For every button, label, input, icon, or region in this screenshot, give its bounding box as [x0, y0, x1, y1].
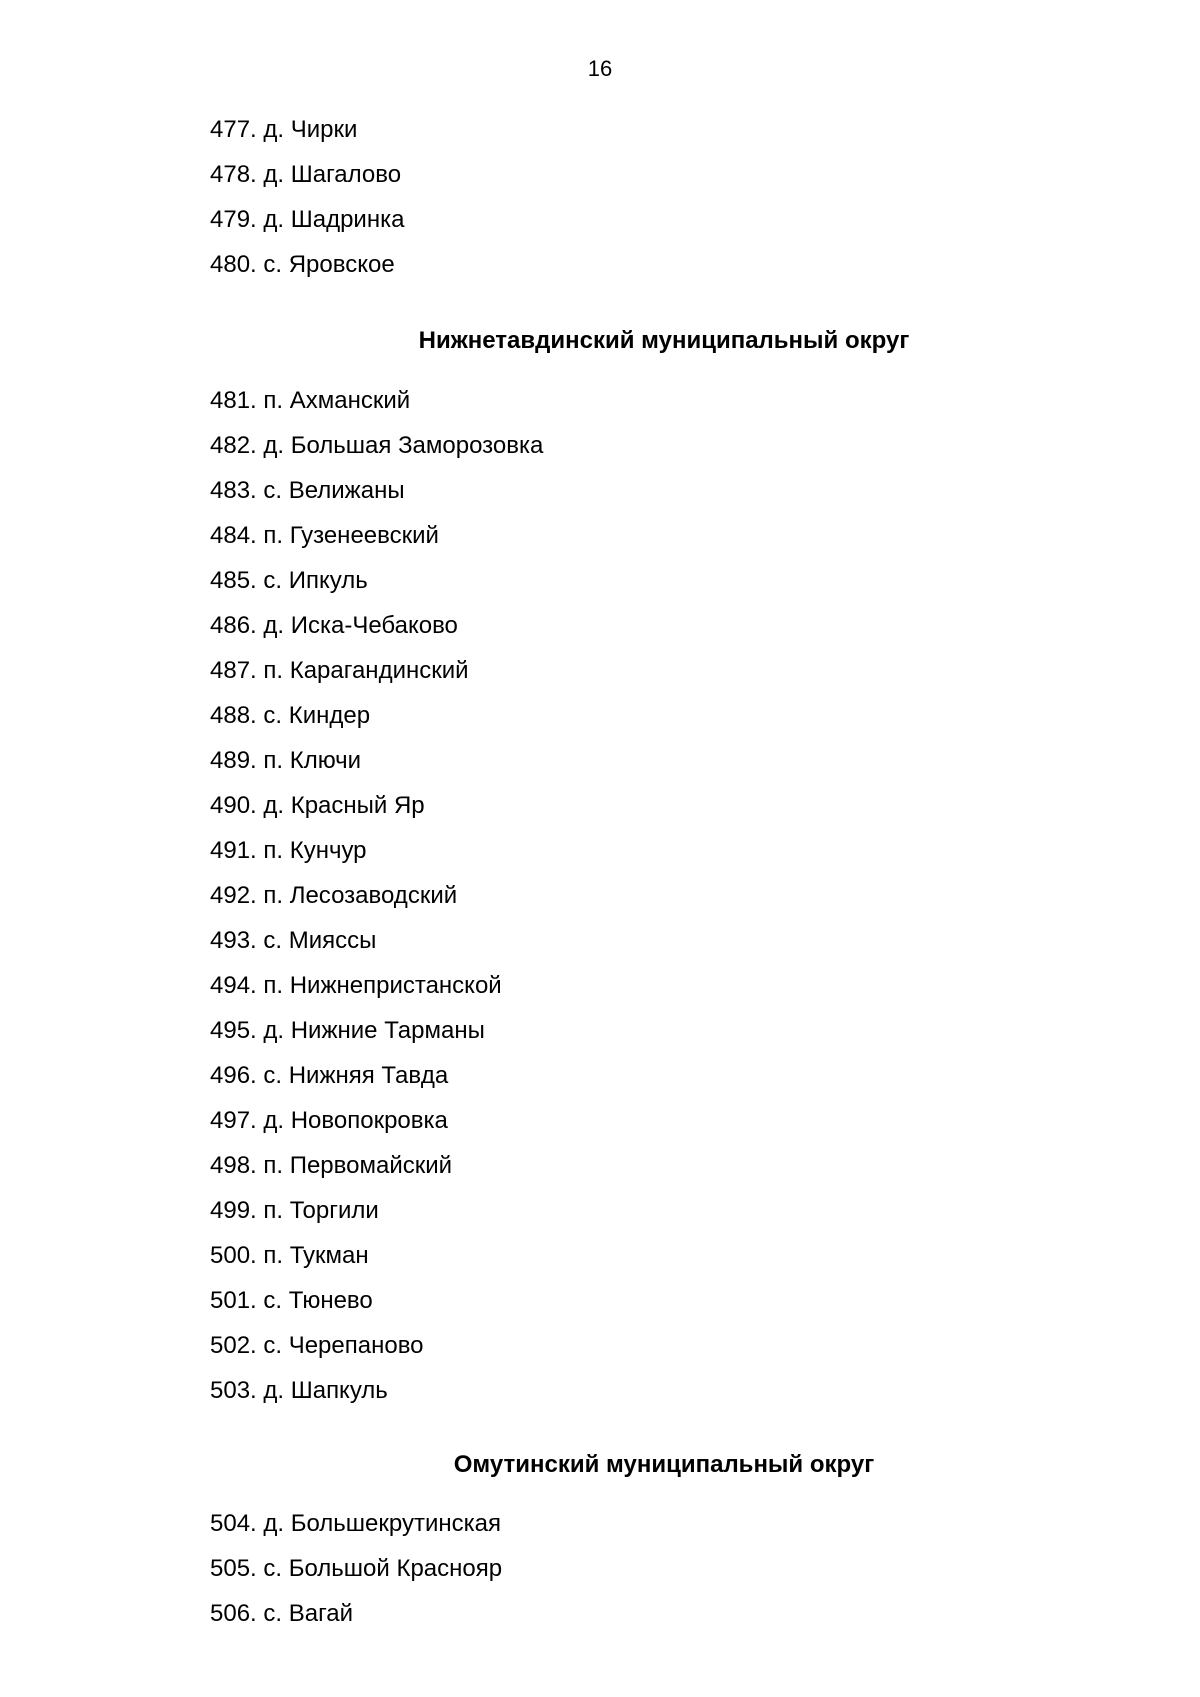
list-item: 498. п. Первомайский — [210, 1152, 453, 1179]
list-item: 503. д. Шапкуль — [210, 1377, 388, 1404]
list-item: 496. с. Нижняя Тавда — [210, 1062, 449, 1089]
list-item: 494. п. Нижнепристанской — [210, 972, 502, 999]
section-heading: Нижнетавдинский муниципальный округ — [418, 327, 910, 354]
list-item: 487. п. Карагандинский — [210, 657, 469, 684]
list-item: 485. с. Ипкуль — [210, 567, 368, 594]
list-item: 493. с. Мияссы — [210, 927, 377, 954]
list-item: 486. д. Иска-Чебаково — [210, 612, 458, 639]
list-item: 492. п. Лесозаводский — [210, 882, 458, 909]
list-item: 502. с. Черепаново — [210, 1332, 424, 1359]
settlement-list — [210, 378, 543, 1413]
list-item: 495. д. Нижние Тарманы — [210, 1017, 485, 1044]
list-item: 477. д. Чирки — [210, 116, 358, 143]
settlement-list — [210, 1501, 502, 1636]
list-item: 479. д. Шадринка — [210, 206, 405, 233]
list-item: 500. п. Тукман — [210, 1242, 369, 1269]
list-item: 499. п. Торгили — [210, 1197, 379, 1224]
list-item: 483. с. Велижаны — [210, 477, 405, 504]
settlement-list — [210, 107, 404, 287]
list-item: 480. с. Яровское — [210, 251, 395, 278]
list-item: 484. п. Гузенеевский — [210, 522, 439, 549]
list-item: 481. п. Ахманский — [210, 387, 411, 414]
list-item: 478. д. Шагалово — [210, 161, 402, 188]
list-item: 501. с. Тюнево — [210, 1287, 373, 1314]
list-item: 488. с. Киндер — [210, 702, 371, 729]
section-heading: Омутинский муниципальный округ — [453, 1451, 875, 1478]
page-number: 16 — [587, 56, 613, 81]
list-item: 491. п. Кунчур — [210, 837, 367, 864]
list-item: 505. с. Большой Краснояр — [210, 1555, 503, 1582]
list-item: 504. д. Большекрутинская — [210, 1510, 501, 1537]
list-item: 490. д. Красный Яр — [210, 792, 425, 819]
list-item: 482. д. Большая Заморозовка — [210, 432, 544, 459]
list-item: 489. п. Ключи — [210, 747, 362, 774]
list-item: 506. с. Вагай — [210, 1600, 354, 1627]
list-item: 497. д. Новопокровка — [210, 1107, 448, 1134]
